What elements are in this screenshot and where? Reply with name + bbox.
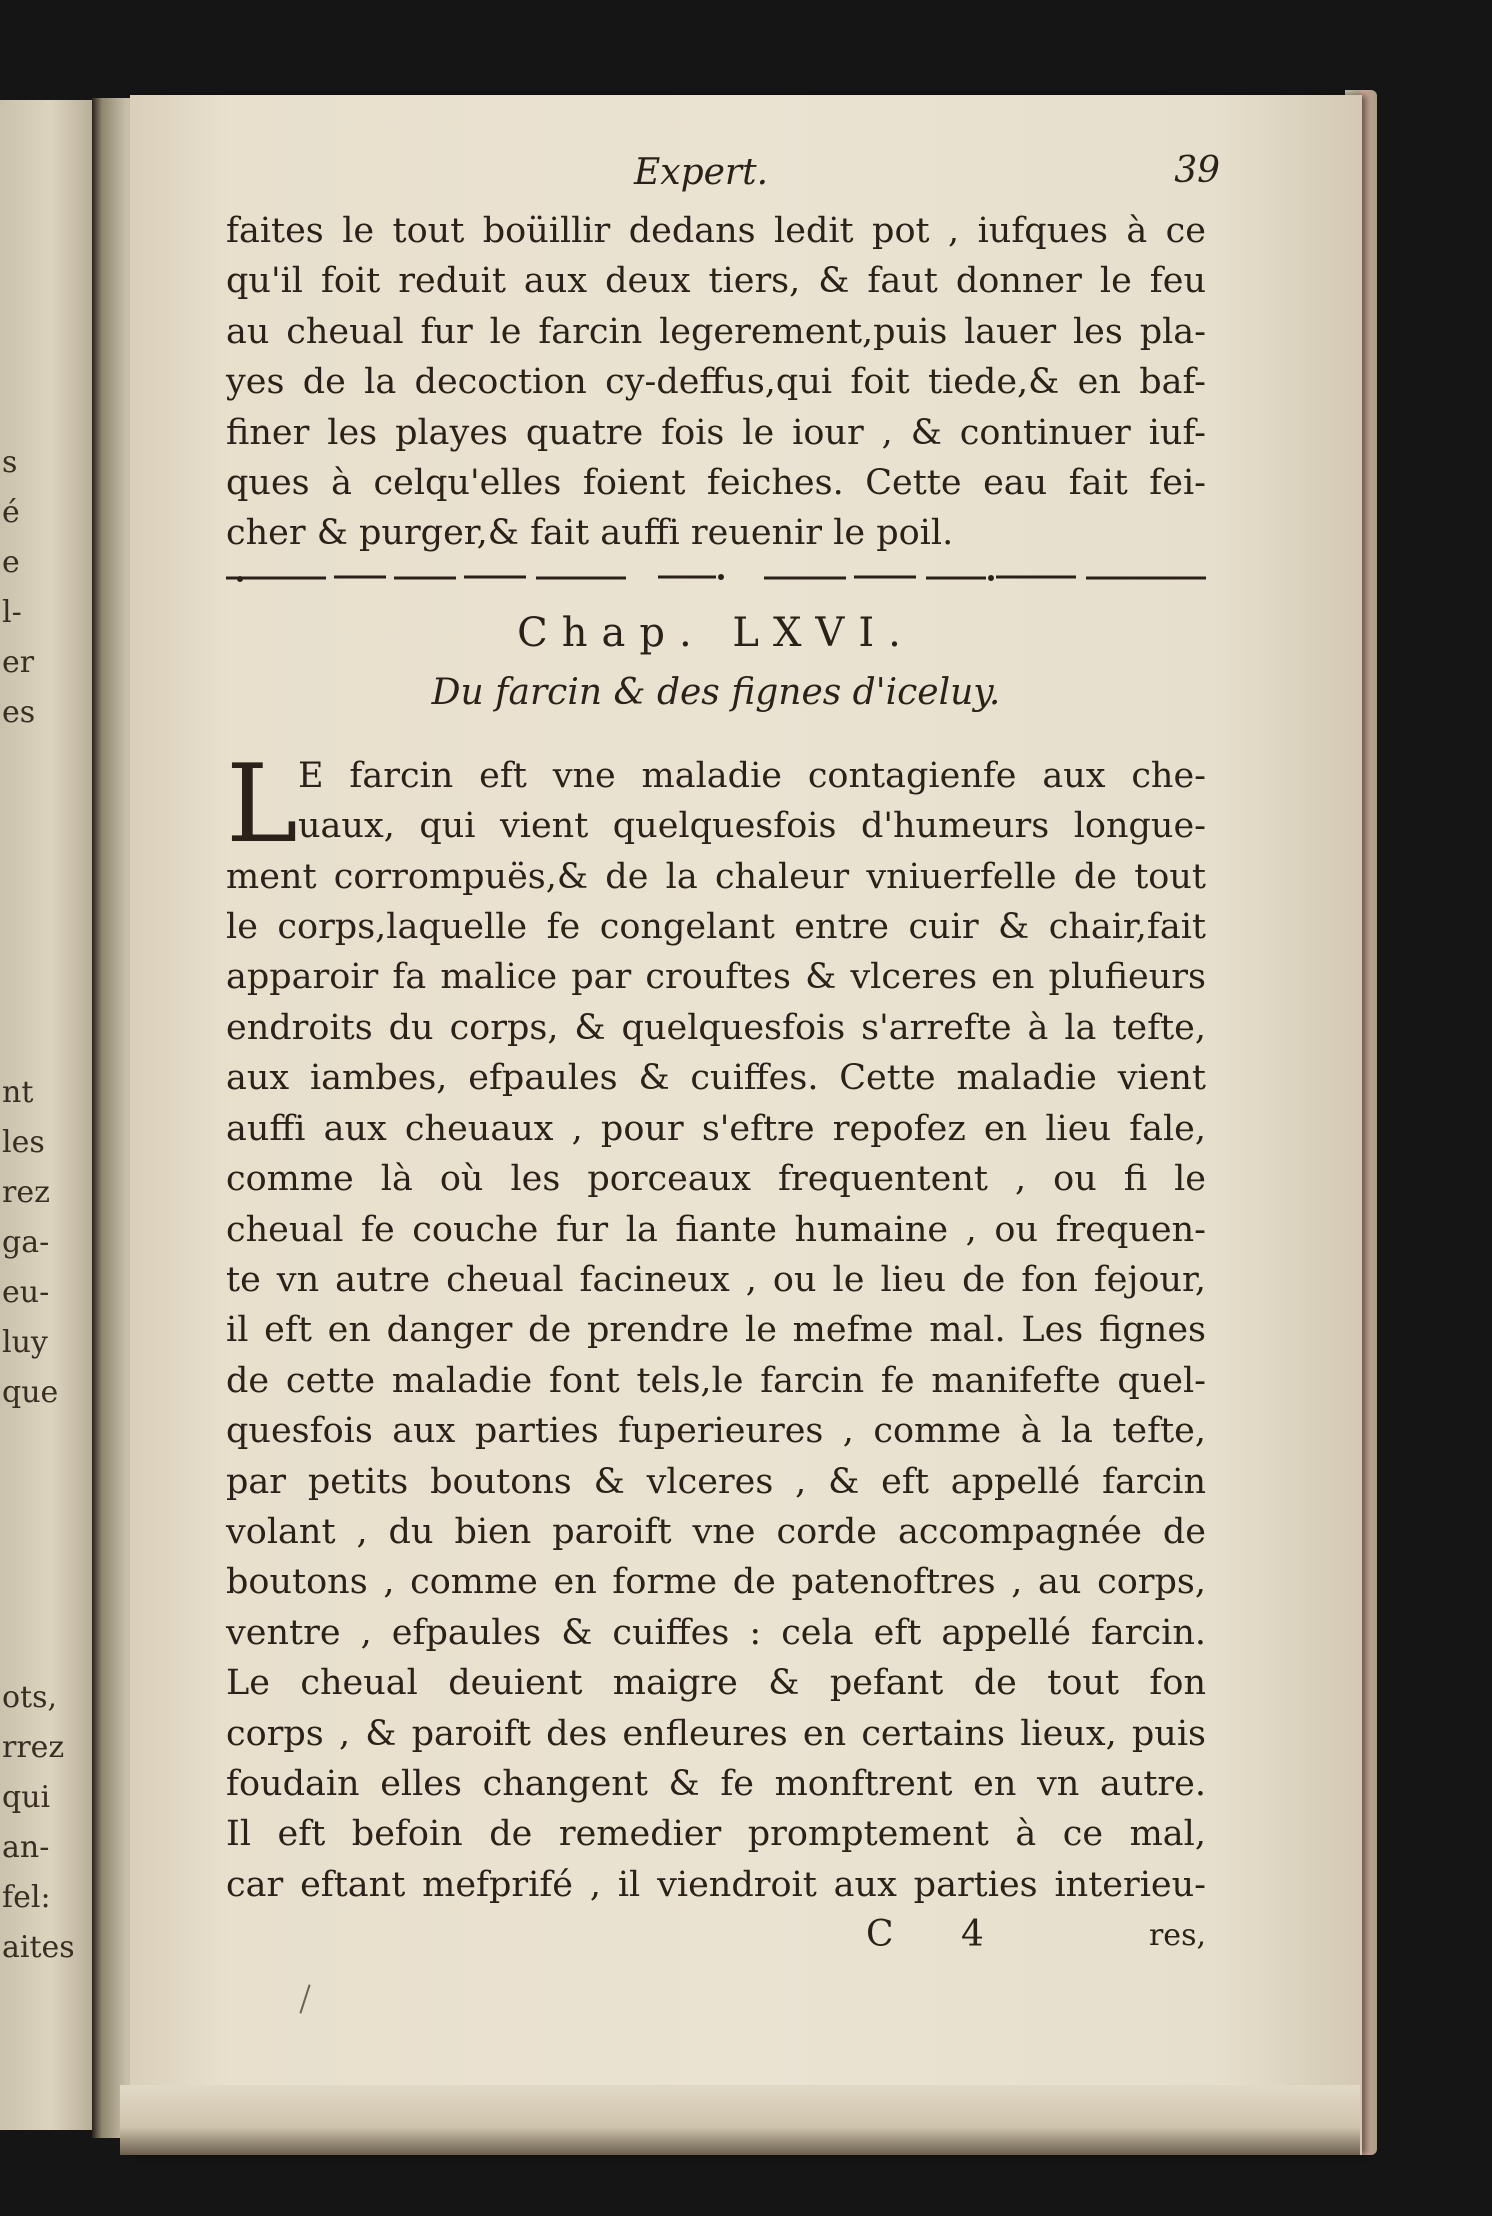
- text-line: apparoir fa malice par crouftes & vlceres en plufieurs: [226, 957, 1206, 998]
- left-fragment: es: [2, 695, 36, 730]
- text-line: Le cheual deuient maigre & pefant de tout fon: [226, 1663, 1206, 1704]
- left-fragment: rez: [2, 1175, 50, 1210]
- text-line: endroits du corps, & quelquesfois s'arrefte à la tefte,: [226, 1007, 1206, 1048]
- catchword: res,: [1148, 1918, 1206, 1954]
- text-line: finer les playes quatre fois le iour , & continuer iuf-: [226, 412, 1206, 453]
- left-fragment: ga-: [2, 1225, 50, 1260]
- chapter-subtitle: Du farcin & des fignes d'iceluy.: [431, 671, 1001, 713]
- text-line: yes de la decoction cy-deffus,qui foit tiede,& en baf-: [226, 362, 1206, 403]
- text-line: Il eft befoin de remedier promptement à ce mal,: [226, 1814, 1206, 1855]
- left-fragment: luy: [2, 1325, 48, 1360]
- text-line: ment corrompuës,& de la chaleur vniuerfelle de tout: [226, 856, 1206, 897]
- continuation-paragraph: [226, 206, 1206, 559]
- text-line: de cette maladie font tels,le farcin fe manifefte quel-: [226, 1360, 1206, 1401]
- text-line: boutons , comme en forme de patenoftres , au corps,: [226, 1562, 1206, 1603]
- left-fragment: l-: [2, 595, 22, 630]
- left-page: [0, 100, 92, 2130]
- book-gutter: [92, 98, 132, 2138]
- chapter-paragraph: [226, 741, 1206, 1910]
- chapter-heading: Chap. LXVI.: [517, 609, 915, 656]
- text-line: te vn autre cheual facineux , ou le lieu de fon fejour,: [226, 1259, 1206, 1300]
- page-bottom-edge: [120, 2085, 1360, 2155]
- left-fragment: rrez: [2, 1730, 65, 1765]
- left-fragment: an-: [2, 1830, 50, 1865]
- text-line: corps , & paroift des enfleures en certains lieux, puis: [226, 1713, 1206, 1754]
- text-line: car eftant mefprifé , il viendroit aux parties interieu-: [226, 1864, 1206, 1905]
- left-fragment: que: [2, 1375, 59, 1410]
- text-line: ventre , efpaules & cuiffes : cela eft appellé farcin.: [226, 1612, 1206, 1653]
- page-number: 39: [1174, 150, 1220, 191]
- left-fragment: qui: [2, 1780, 51, 1815]
- text-line: le corps,laquelle fe congelant entre cuir & chair,fait: [226, 907, 1206, 948]
- ornamental-rule: [226, 569, 1206, 587]
- text-line: uaux, qui vient quelquesfois d'humeurs longue-: [298, 806, 1206, 847]
- left-fragment: s: [2, 445, 18, 480]
- text-line: volant , du bien paroift vne corde accompagnée de: [226, 1511, 1206, 1552]
- text-line: auffi aux cheuaux , pour s'eftre repofez en lieu fale,: [226, 1108, 1206, 1149]
- left-fragment: é: [2, 495, 20, 530]
- text-line: ques à celqu'elles foient feiches. Cette eau fait fei-: [226, 463, 1206, 504]
- left-fragment: e: [2, 545, 20, 580]
- text-line: quesfois aux parties fuperieures , comme à la tefte,: [226, 1411, 1206, 1452]
- running-head-title: Expert.: [634, 152, 769, 193]
- left-fragment: aites: [2, 1930, 75, 1965]
- text-line: aux iambes, efpaules & cuiffes. Cette maladie vient: [226, 1058, 1206, 1099]
- page-text: [226, 150, 1220, 1960]
- left-fragment: ots,: [2, 1680, 58, 1715]
- left-fragment: fel:: [2, 1880, 51, 1915]
- left-fragment: nt: [2, 1075, 34, 1110]
- text-line: par petits boutons & vlceres , & eft appellé farcin: [226, 1461, 1206, 1502]
- text-line: il eft en danger de prendre le mefme mal. Les fignes: [226, 1310, 1206, 1351]
- signature-mark: C 4: [866, 1914, 1012, 1956]
- text-line: foudain elles changent & fe monftrent en vn autre.: [226, 1763, 1206, 1804]
- signature-line: [226, 1910, 1206, 1960]
- left-fragment: er: [2, 645, 35, 680]
- text-line: au cheual fur le farcin legerement,puis lauer les pla-: [226, 311, 1206, 352]
- left-fragment: eu-: [2, 1275, 50, 1310]
- text-line: faites le tout boüillir dedans ledit pot , iufques à ce: [226, 211, 1206, 251]
- left-fragment: les: [2, 1125, 45, 1160]
- running-head: [226, 150, 1220, 206]
- drop-cap: L: [226, 741, 298, 867]
- left-page-text-fragments: [0, 100, 92, 2130]
- text-line: cher & purger,& fait auffi reuenir le poil.: [226, 513, 954, 554]
- text-line: E farcin eft vne maladie contagienfe aux che-: [298, 755, 1206, 796]
- text-line: comme là où les porceaux frequentent , ou fi le: [226, 1159, 1206, 1200]
- text-line: qu'il foit reduit aux deux tiers, & faut donner le feu: [226, 261, 1206, 302]
- text-line: cheual fe couche fur la fiante humaine , ou frequen-: [226, 1209, 1206, 1250]
